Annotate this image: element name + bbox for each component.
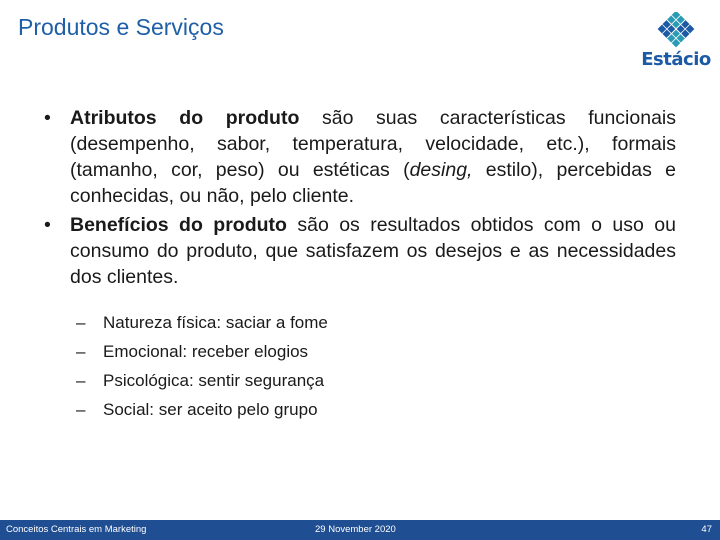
dash-marker: – xyxy=(76,313,86,332)
bullet-marker: • xyxy=(44,107,51,129)
benefits-sub-list xyxy=(44,308,676,424)
bullet-marker: • xyxy=(44,214,51,236)
list-item xyxy=(44,308,676,337)
bullet-text: são suas características funcionais (desempenho, sabor, temperatura, velocidade, etc.), formais (tamanho, cor, peso) ou estéticas ( xyxy=(70,107,677,181)
footer-bar xyxy=(0,520,720,540)
bullet-term: Benefícios do produto xyxy=(70,214,287,236)
list-item-text: Natureza física: saciar a fome xyxy=(103,313,328,332)
logo-text: Estácio xyxy=(641,49,711,70)
estacio-diamond-icon xyxy=(636,12,716,52)
bullet-emphasis: desing, xyxy=(409,159,473,181)
footer-page-number: 47 xyxy=(701,524,712,535)
bullet-atributos xyxy=(44,105,676,209)
bullet-text: são os resultados obtidos com o uso ou consumo do produto, que satisfazem os desejos e as necessidades dos clientes. xyxy=(70,214,676,288)
list-item-text: Emocional: receber elogios xyxy=(103,342,309,361)
list-item xyxy=(44,395,676,424)
slide-title: Produtos e Serviços xyxy=(18,14,224,40)
slide-content xyxy=(44,105,676,424)
bullet-beneficios xyxy=(44,212,676,290)
dash-marker: – xyxy=(76,400,86,419)
list-item-text: Social: ser aceito pelo grupo xyxy=(103,400,318,419)
list-item-text: Psicológica: sentir segurança xyxy=(103,371,325,390)
footer-course-title: Conceitos Centrais em Marketing xyxy=(6,524,147,535)
dash-marker: – xyxy=(76,371,86,390)
footer-date: 29 November 2020 xyxy=(315,524,396,535)
estacio-logo xyxy=(636,12,716,70)
dash-marker: – xyxy=(76,342,86,361)
list-item xyxy=(44,366,676,395)
list-item xyxy=(44,337,676,366)
bullet-term: Atributos do produto xyxy=(70,107,300,129)
bullet-text-end: estilo), percebidas e conhecidas, ou não, pelo cliente. xyxy=(70,159,676,207)
